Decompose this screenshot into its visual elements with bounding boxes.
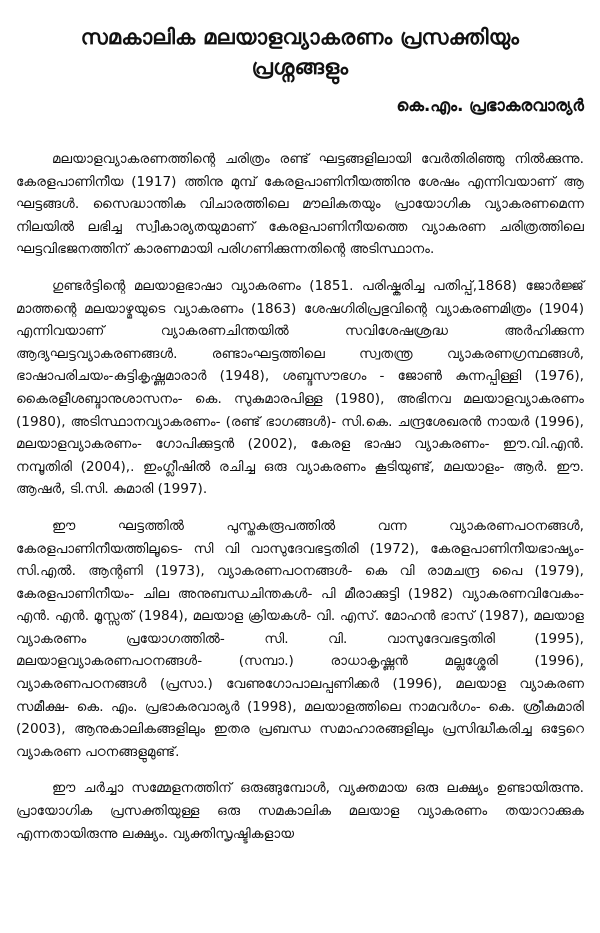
author-name: കെ.എം. പ്രഭാകരവാര്യർ — [396, 96, 584, 115]
document-title: സമകാലിക മലയാളവ്യാകരണം പ്രസക്തിയും പ്രശ്നങ്ങളും — [80, 25, 520, 79]
paragraph-1: മലയാളവ്യാകരണത്തിന്റെ ചരിത്രം രണ്ട് ഘട്ടങ്ങളിലായി വേർതിരിഞ്ഞു നിൽക്കുന്നു. കേരളപാണിനീയ (1917) ത്തിനു മുമ്പ് കേരളപാണിനീയത്തിനു ശേഷം എന്നിവയാണ് ആ ഘട്ടങ്ങൾ. സൈദ്ധാന്തിക വിചാരത്തിലെ മൗലികതയും പ്രായോഗിക വ്യാകരണമെന്ന നിലയിൽ ലഭിച്ച സ്വീകാര്യതയുമാണ് കേരളപാണിനീയത്തെ വ്യാകരണ ചരിത്രത്തിലെ ഘട്ടവിഭജനത്തിന് കാരണമായി പരിഗണിക്കുന്നതിന്റെ അടിസ്ഥാനം. — [16, 151, 584, 258]
paragraph-2: ഗുണ്ടർട്ടിന്റെ മലയാളഭാഷാ വ്യാകരണം (1851. പരിഷ്കരിച്ച പതിപ്പ്,1868) ജോർജ്ജ് മാത്തന്റെ മലയാഴ്മയുടെ വ്യാകരണം (1863) ശേഷഗിരിപ്രഭുവിന്റെ വ്യാകരണമിത്രം (1904) എന്നിവയാണ് വ്യാകരണചിന്തയിൽ സവിശേഷശ്രദ്ധ അർഹിക്കുന്ന ആദ്യഘട്ടവ്യാകരണങ്ങൾ. രണ്ടാംഘട്ടത്തിലെ സ്വതന്ത്ര വ്യാകരണഗ്രന്ഥങ്ങൾ, ഭാഷാപരിചയം-കുട്ടികൃഷ്ണമാരാർ (1948), ശബ്ദസൗഭഗം - ജോൺ കുന്നപ്പിള്ളി (1976), കൈരളീശബ്ദാനുശാസനം- കെ. സുകുമാരപിള്ള (1980), അഭിനവ മലയാളവ്യാകരണം (1980), അടിസ്ഥാനവ്യാകരണം- (രണ്ട് ഭാഗങ്ങൾ)- സി.കെ. ചന്ദ്രശേഖരൻ നായർ (1996), മലയാളവ്യാകരണം- ഗോപിക്കുട്ടൻ (2002), കേരള ഭാഷാ വ്യാകരണം- ഈ.വി.എൻ. നമ്പൂതിരി (2004),. ഇംഗ്ലീഷിൽ രചിച്ച ഒരു വ്യാകരണം കൂടിയുണ്ട്, മലയാളം- ആർ. ഈ. ആഷർ, ടി.സി. കുമാരി (1997). — [16, 277, 584, 498]
paragraph-3: ഈ ഘട്ടത്തിൽ പുസ്തകരൂപത്തിൽ വന്ന വ്യാകരണപഠനങ്ങൾ, കേരളപാണിനീയത്തിലൂടെ- സി വി വാസുദേവഭട്ടതിരി (1972), കേരളപാണിനീയഭാഷ്യം- സി.എൽ. ആന്റണി (1973), വ്യാകരണപഠനങ്ങൾ- കെ വി രാമചന്ദ്ര പൈ (1979), കേരളപാണിനീയം- ചില അനുബന്ധചിന്തകൾ- പി മീരാക്കുട്ടി (1982) വ്യാകരണവിവേകം- എൻ. എൻ. മൂസ്സത് (1984), മലയാള ക്രിയകൾ- വി. എസ്. മോഹൻ ഭാസ് (1987), മലയാള വ്യാകരണം പ്രയോഗത്തിൽ- സി. വി. വാസുദേവഭട്ടതിരി (1995), മലയാളവ്യാകരണപഠനങ്ങൾ- (സമ്പാ.) രാധാകൃഷ്ണൻ മല്ലശ്ശേരി (1996), വ്യാകരണപഠനങ്ങൾ (പ്രസാ.) വേണുഗോപാലപ്പണിക്കർ (1996), മലയാള വ്യാകരണ സമീക്ഷ- കെ. എം. പ്രഭാകരവാര്യർ (1998), മലയാളത്തിലെ നാമവർഗം- കെ. ശ്രീകുമാരി (2003), ആനുകാലികങ്ങളിലും ഇതര പ്രബന്ധ സമാഹാരങ്ങളിലും പ്രസിദ്ധീകരിച്ച ഒട്ടേറെ വ്യാകരണ പഠനങ്ങളുമുണ്ട്. — [16, 517, 584, 760]
paragraph-4: ഈ ചർച്ചാ സമ്മേളനത്തിന് ഒരുങ്ങുമ്പോൾ, വ്യക്തമായ ഒരു ലക്ഷ്യം ഉണ്ടായിരുന്നു. പ്രായോഗിക പ്രസക്തിയുള്ള ഒരു സമകാലിക മലയാള വ്യാകരണം തയാറാക്കുക എന്നതായിരുന്നു ലക്ഷ്യം. വ്യക്തിസൃഷ്ടികളായ — [16, 780, 584, 842]
